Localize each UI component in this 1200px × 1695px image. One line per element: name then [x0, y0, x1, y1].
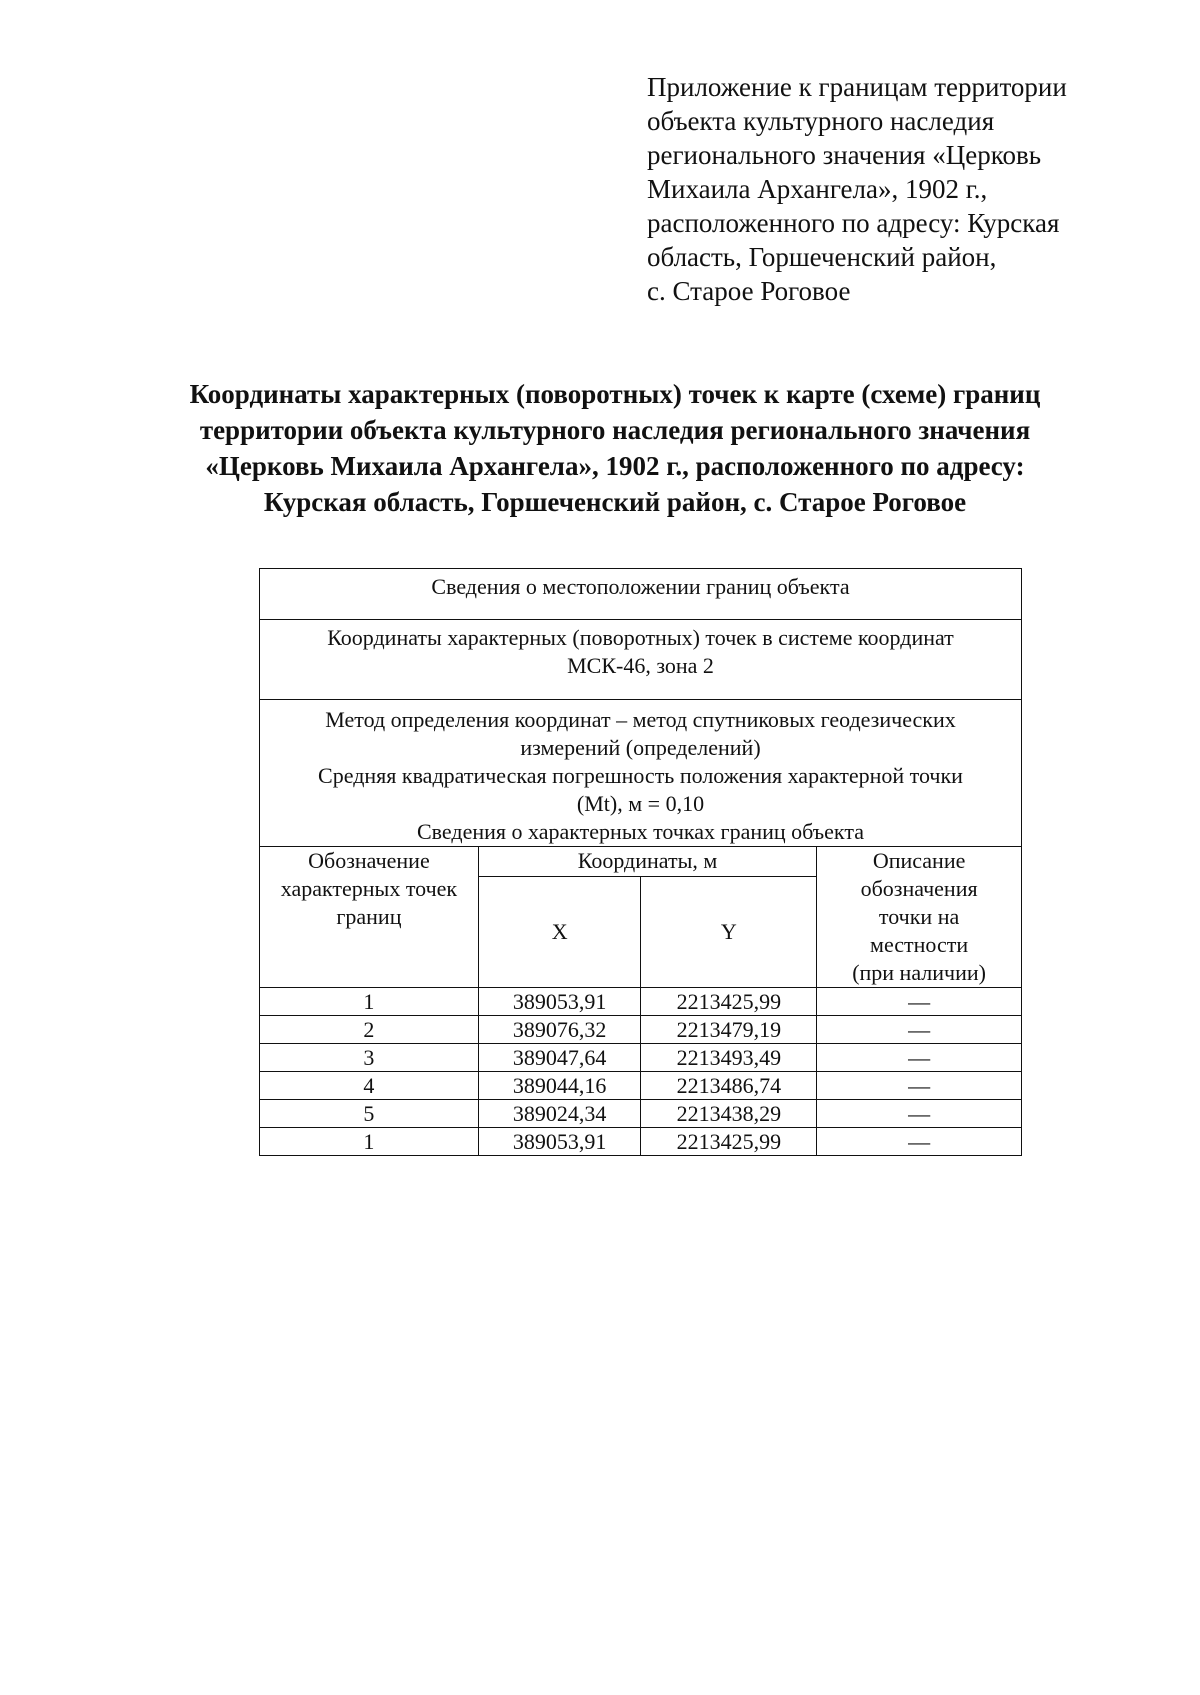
- y-coordinate-cell: 2213486,74: [641, 1072, 817, 1100]
- system-line: Координаты характерных (поворотных) точек в системе координат: [327, 625, 954, 650]
- column-header-coordinates: Координаты, м: [478, 847, 816, 877]
- x-coordinate-cell: 389047,64: [478, 1044, 641, 1072]
- boundary-info-header: Сведения о местоположении границ объекта: [260, 569, 1022, 620]
- column-header-line: Обозначение: [308, 848, 430, 873]
- column-header-line: Описание: [872, 848, 966, 873]
- document-title: [150, 376, 1080, 520]
- description-cell: —: [817, 1044, 1022, 1072]
- table-row: [260, 1128, 1022, 1156]
- title-line: Координаты характерных (поворотных) точек к карте (схеме) границ: [189, 379, 1041, 409]
- title-line: «Церковь Михаила Архангела», 1902 г., расположенного по адресу:: [205, 451, 1025, 481]
- column-header-x: X: [478, 877, 641, 988]
- description-cell: —: [817, 1072, 1022, 1100]
- annex-line: область, Горшеченский район,: [647, 242, 997, 272]
- table-row: [260, 1044, 1022, 1072]
- description-cell: —: [817, 1016, 1022, 1044]
- method-line: Метод определения координат – метод спутниковых геодезических: [325, 707, 956, 732]
- annex-line: регионального значения «Церковь: [647, 140, 1042, 170]
- annex-line: Михаила Архангела», 1902 г.,: [647, 174, 988, 204]
- y-coordinate-cell: 2213479,19: [641, 1016, 817, 1044]
- column-header-y: Y: [641, 877, 817, 988]
- method-line: Сведения о характерных точках границ объекта: [417, 819, 864, 844]
- coordinates-table: [259, 568, 1022, 1156]
- annex-note: [647, 70, 1098, 308]
- annex-line: с. Старое Роговое: [647, 276, 851, 306]
- title-line: территории объекта культурного наследия регионального значения: [199, 415, 1031, 445]
- method-cell: [260, 700, 1022, 847]
- table-row: [260, 1016, 1022, 1044]
- point-number-cell: 1: [260, 988, 479, 1016]
- column-header-line: (при наличии): [852, 960, 986, 985]
- column-header-point: [260, 847, 479, 988]
- annex-line: объекта культурного наследия: [647, 106, 995, 136]
- system-line: МСК-46, зона 2: [567, 653, 714, 678]
- column-header-line: характерных точек: [280, 876, 458, 901]
- method-line: Средняя квадратическая погрешность положения характерной точки: [318, 763, 963, 788]
- x-coordinate-cell: 389044,16: [478, 1072, 641, 1100]
- column-header-line: местности: [870, 932, 969, 957]
- method-line: измерений (определений): [520, 735, 761, 760]
- point-number-cell: 3: [260, 1044, 479, 1072]
- table-header-row: [260, 700, 1022, 847]
- y-coordinate-cell: 2213493,49: [641, 1044, 817, 1072]
- title-line: Курская область, Горшеченский район, с. Старое Роговое: [263, 487, 967, 517]
- description-cell: —: [817, 988, 1022, 1016]
- method-line: (Mt), м = 0,10: [576, 791, 705, 816]
- x-coordinate-cell: 389024,34: [478, 1100, 641, 1128]
- x-coordinate-cell: 389053,91: [478, 988, 641, 1016]
- table-row: [260, 1100, 1022, 1128]
- column-header-line: точки на: [878, 904, 960, 929]
- x-coordinate-cell: 389076,32: [478, 1016, 641, 1044]
- y-coordinate-cell: 2213425,99: [641, 988, 817, 1016]
- y-coordinate-cell: 2213425,99: [641, 1128, 817, 1156]
- point-number-cell: 2: [260, 1016, 479, 1044]
- table-header-row: [260, 620, 1022, 700]
- description-cell: —: [817, 1128, 1022, 1156]
- point-number-cell: 5: [260, 1100, 479, 1128]
- column-header-row: [260, 847, 1022, 877]
- table-row: [260, 1072, 1022, 1100]
- column-header-line: обозначения: [860, 876, 978, 901]
- column-header-line: границ: [336, 904, 402, 929]
- description-cell: —: [817, 1100, 1022, 1128]
- annex-line: Приложение к границам территории: [647, 72, 1067, 102]
- point-number-cell: 1: [260, 1128, 479, 1156]
- column-header-description: [817, 847, 1022, 988]
- table-header-row: [260, 569, 1022, 620]
- x-coordinate-cell: 389053,91: [478, 1128, 641, 1156]
- coordinate-system-cell: [260, 620, 1022, 700]
- y-coordinate-cell: 2213438,29: [641, 1100, 817, 1128]
- point-number-cell: 4: [260, 1072, 479, 1100]
- annex-line: расположенного по адресу: Курская: [647, 208, 1060, 238]
- table-row: [260, 988, 1022, 1016]
